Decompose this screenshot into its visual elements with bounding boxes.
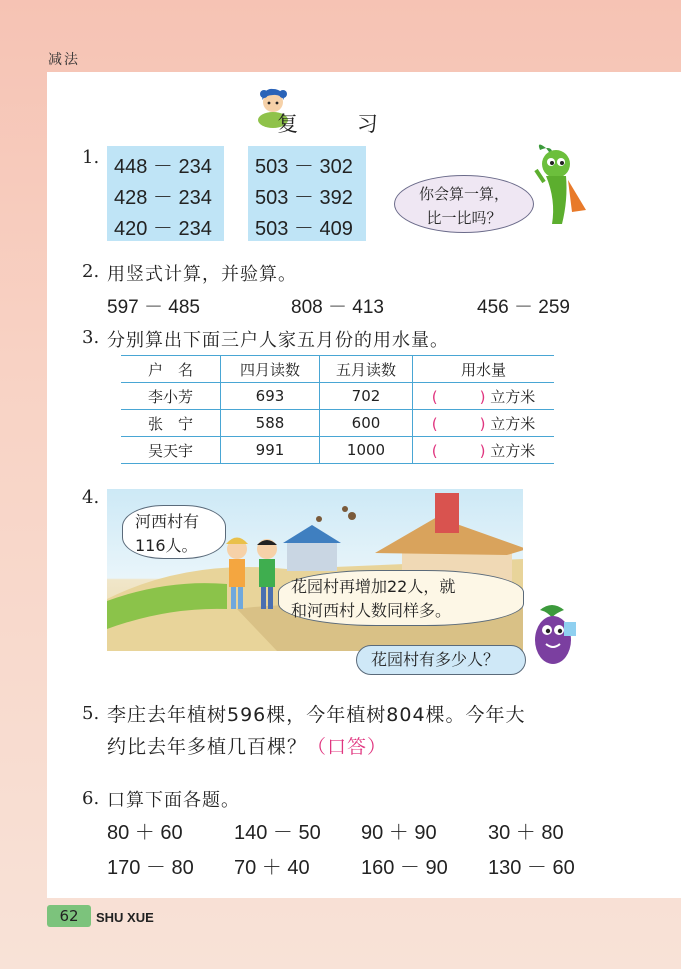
- cell-name: 张 宁: [121, 410, 221, 437]
- cell-usage: [413, 437, 555, 464]
- q1-expr: 503 － 392: [255, 187, 353, 209]
- q4-speech-bubble-hexi: [122, 505, 226, 559]
- page-number-badge: 62: [47, 905, 91, 927]
- q1-expr: 420 － 234: [114, 218, 212, 240]
- q2-item: 808 － 413: [291, 297, 384, 318]
- mental-math-item: 130 － 60: [488, 857, 575, 879]
- bubble-line: 你会算一算，: [418, 185, 509, 203]
- q1-expr: 448 － 234: [114, 156, 212, 178]
- q6-prompt: 口算下面各题。: [107, 790, 240, 811]
- table-header: 五月读数: [320, 356, 413, 383]
- page-title: 复 习: [277, 112, 404, 136]
- cell-may: 1000: [320, 437, 413, 464]
- q5-number: 5.: [82, 703, 100, 724]
- table-row: [121, 410, 554, 437]
- q1-speech-bubble: [394, 175, 534, 233]
- paren-close: ): [479, 387, 486, 406]
- bubble-line: 和河西村人数同样多。: [291, 601, 452, 620]
- chapter-header: 减法: [48, 52, 80, 68]
- q6-number: 6.: [82, 788, 100, 809]
- unit-label: 立方米: [490, 387, 536, 406]
- mental-math-item: 90 ＋ 90: [361, 822, 437, 844]
- unit-label: 立方米: [490, 414, 536, 433]
- q2-item: 597 － 485: [107, 297, 200, 318]
- bubble-line: 花园村再增加22人，就: [291, 577, 456, 596]
- bubble-line: 比一比吗？: [426, 209, 502, 227]
- paren-open: (: [431, 387, 438, 406]
- cell-name: 吴天宇: [121, 437, 221, 464]
- q4-speech-bubble-huayuan: [278, 570, 524, 626]
- q5-line2: [107, 732, 387, 759]
- q1-expr: 503 － 409: [255, 218, 353, 240]
- paren-close: ): [479, 441, 486, 460]
- cell-april: 588: [221, 410, 320, 437]
- cell-usage: [413, 410, 555, 437]
- eggplant-mascot-illustration: [524, 600, 582, 672]
- subject-label: SHU XUE: [96, 910, 154, 925]
- q1-expr: 428 － 234: [114, 187, 212, 209]
- mental-math-item: 30 ＋ 80: [488, 822, 564, 844]
- paren-open: (: [431, 414, 438, 433]
- table-row: [121, 437, 554, 464]
- cell-may: 702: [320, 383, 413, 410]
- q3-prompt: 分别算出下面三户人家五月份的用水量。: [107, 330, 449, 351]
- q4-question-bubble: 花园村有多少人？: [356, 645, 526, 675]
- cell-april: 991: [221, 437, 320, 464]
- q5-line1: 李庄去年植树596棵，今年植树804棵。今年大: [107, 704, 526, 726]
- cell-april: 693: [221, 383, 320, 410]
- cell-name: 李小芳: [121, 383, 221, 410]
- bubble-line: 河西村有: [135, 512, 200, 531]
- table-header: 四月读数: [221, 356, 320, 383]
- mental-math-item: 160 － 90: [361, 857, 448, 879]
- table-header: 用水量: [413, 356, 555, 383]
- paren-close: ): [479, 414, 486, 433]
- oral-answer-label: （口答）: [307, 736, 388, 758]
- mental-math-item: 80 ＋ 60: [107, 822, 183, 844]
- q5-line2-text: 约比去年多植几百棵？: [107, 736, 308, 758]
- mental-math-item: 70 ＋ 40: [234, 857, 310, 879]
- q3-number: 3.: [82, 327, 100, 348]
- pepper-mascot-illustration: [532, 140, 588, 232]
- q1-number: 1.: [82, 147, 100, 168]
- water-usage-table: [121, 355, 554, 464]
- cell-usage: [413, 383, 555, 410]
- cell-may: 600: [320, 410, 413, 437]
- q2-number: 2.: [82, 261, 100, 282]
- bubble-line: 116人。: [135, 536, 198, 555]
- q2-item: 456 － 259: [477, 297, 570, 318]
- table-row: [121, 383, 554, 410]
- mental-math-item: 140 － 50: [234, 822, 321, 844]
- paren-open: (: [431, 441, 438, 460]
- q2-prompt: 用竖式计算，并验算。: [107, 264, 297, 285]
- table-header-row: [121, 356, 554, 383]
- q1-box-right: [248, 146, 366, 241]
- q1-expr: 503 － 302: [255, 156, 353, 178]
- q4-number: 4.: [82, 487, 100, 508]
- mental-math-item: 170 － 80: [107, 857, 194, 879]
- unit-label: 立方米: [490, 441, 536, 460]
- table-header: 户 名: [121, 356, 221, 383]
- q1-box-left: [107, 146, 224, 241]
